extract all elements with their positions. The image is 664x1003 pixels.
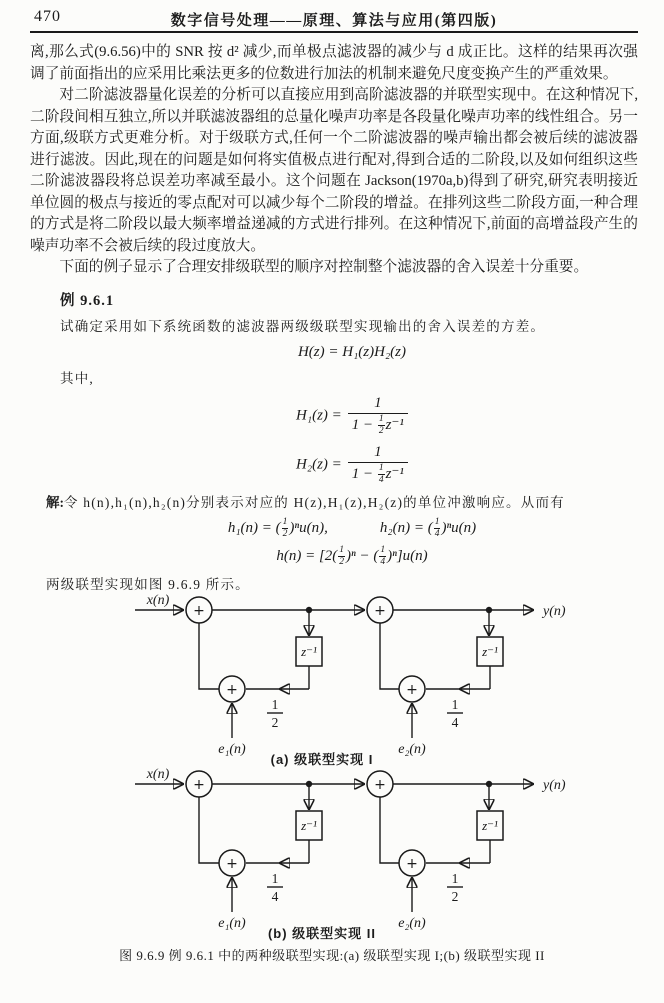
small-fraction-denominator: 4	[378, 475, 384, 485]
small-fraction-numerator: 1	[434, 516, 440, 527]
den-text: 1 −	[351, 465, 377, 482]
small-fraction-numerator: 1	[378, 413, 384, 424]
equation-h2z	[30, 444, 638, 486]
page-number: 470	[34, 8, 61, 25]
gain-numerator: 1	[271, 697, 279, 712]
gain-denominator: 2	[451, 889, 459, 904]
input-label: x(n)	[146, 767, 170, 782]
eq-text: )ⁿ − (	[346, 547, 379, 564]
page-content	[30, 42, 638, 594]
solution-label: 解:	[46, 494, 64, 510]
equation-h1z	[30, 395, 638, 437]
small-fraction-denominator: 4	[434, 529, 440, 539]
signal-node-dot	[486, 781, 492, 787]
gain-numerator: 1	[271, 871, 279, 886]
equation-impulse-responses	[30, 518, 638, 540]
equation-hz: H(z) = H₁(z)H₂(z)	[297, 343, 407, 360]
fraction	[348, 395, 408, 437]
den-text: z⁻¹	[385, 416, 404, 433]
den-text: 1 −	[351, 416, 377, 433]
feedback-line	[199, 797, 219, 863]
gain-numerator: 1	[451, 697, 459, 712]
small-fraction	[379, 546, 386, 568]
gain-denominator: 4	[271, 889, 279, 904]
small-fraction-denominator: 4	[380, 557, 386, 567]
delay-label: z⁻¹	[301, 818, 317, 833]
signal-node-dot	[306, 781, 312, 787]
paragraph: 对二阶滤波器量化误差的分析可以直接应用到高阶滤波器的并联型实现中。在这种情况下,二阶段间相互独立,所以并联滤波器组的总量化噪声功率是各段量化噪声功率的线性组合。另一方面,级联方式更难分析。对于级联方式,任何一个二阶滤波器的噪声输出都会被后续的滤波器进行滤波。因此,现在的问题是如何将实值极点进行配对,得到合适的二阶段,以及如何组织这些二阶滤波器段将总误差功率减至最小。这个问题在 Jackson(1970a,b)得到了研究,研究表明接近单位圆的极点与接近的零点配对可以减少每个二阶段的增益。在排列这些二阶段方面,一种合理的方式是将二阶段以最大频率增益递减的方式进行排列。在这种情况下,前面的高增益段产生的噪声功率不会被后续的段过度放大。	[30, 87, 638, 254]
cascade-diagram-b	[0, 766, 664, 944]
noise-source-label: e₂(n)	[398, 916, 426, 931]
noise-source-label: e₁(n)	[218, 742, 246, 757]
eq-text: )ⁿu(n),	[289, 519, 328, 536]
diagram-caption: (b) 级联型实现 II	[267, 926, 377, 941]
header-title: 数字信号处理——原理、算法与应用(第四版)	[170, 13, 498, 29]
equation-h1n	[227, 516, 328, 539]
plus-symbol: +	[226, 682, 238, 698]
solution-line	[46, 493, 638, 512]
signal-node-dot	[486, 607, 492, 613]
gain-denominator: 2	[271, 715, 279, 730]
cascade-diagram-a	[0, 592, 664, 770]
feedback-line	[380, 797, 399, 863]
small-fraction-numerator: 1	[378, 462, 384, 473]
delay-label: z⁻¹	[482, 644, 498, 659]
paragraph: 离,那么式(9.6.56)中的 SNR 按 d² 减少,而单极点滤波器的减少与 d 成正比。这样的结果再次强调了前面指出的应采用比乘法更多的位数进行加法的机制来避免尺度变换产生的严重效果。	[30, 44, 638, 82]
small-fraction-numerator: 1	[282, 516, 288, 527]
figure-reference-text: 两级联型实现如图 9.6.9 所示。	[46, 576, 250, 592]
diagram-caption: (a) 级联型实现 I	[270, 752, 374, 767]
small-fraction-numerator: 1	[380, 544, 386, 555]
plus-symbol: +	[406, 856, 418, 872]
fraction-numerator: 1	[374, 443, 382, 460]
small-fraction-denominator: 2	[339, 557, 345, 567]
equation-hn	[30, 546, 638, 568]
noise-source-label: e₂(n)	[398, 742, 426, 757]
plus-symbol: +	[374, 603, 386, 619]
delay-label: z⁻¹	[301, 644, 317, 659]
eq-text: h(n) = [2(	[276, 547, 338, 564]
page-header	[30, 7, 638, 33]
figure-caption: 图 9.6.9 例 9.6.1 中的两种级联型实现:(a) 级联型实现 I;(b) 级联型实现 II	[119, 948, 545, 963]
fraction	[348, 444, 408, 486]
fraction-numerator: 1	[374, 394, 382, 411]
output-label: y(n)	[543, 778, 566, 793]
fraction-denominator	[348, 413, 408, 437]
small-fraction	[434, 518, 441, 540]
plus-symbol: +	[374, 777, 386, 793]
feedback-line	[199, 623, 219, 689]
small-fraction-denominator: 2	[282, 529, 288, 539]
eq-text: )ⁿu(n)	[441, 519, 477, 536]
where-label: 其中,	[60, 370, 94, 386]
gain-denominator: 4	[451, 715, 459, 730]
delay-label: z⁻¹	[482, 818, 498, 833]
small-fraction-numerator: 1	[339, 544, 345, 555]
eq-text: )ⁿ]u(n)	[387, 547, 428, 564]
input-label: x(n)	[146, 593, 170, 608]
equation-lhs: H₁(z) =	[296, 406, 342, 423]
small-fraction	[338, 546, 345, 568]
plus-symbol: +	[226, 856, 238, 872]
eq-text: h₁(n) = (	[227, 519, 281, 536]
gain-numerator: 1	[451, 871, 459, 886]
example-heading: 例 9.6.1	[60, 292, 115, 309]
paragraph: 下面的例子显示了合理安排级联型的顺序对控制整个滤波器的舍入误差十分重要。	[59, 259, 589, 275]
solution-text: 令 h(n),h₁(n),h₂(n)分别表示对应的 H(z),H₁(z),H₂(z)的单位冲激响应。从而有	[64, 494, 565, 510]
small-fraction-denominator: 2	[378, 426, 384, 436]
noise-source-label: e₁(n)	[218, 916, 246, 931]
plus-symbol: +	[193, 777, 205, 793]
example-intro: 试确定采用如下系统函数的滤波器两级级联型实现输出的舍入误差的方差。	[60, 318, 546, 334]
equation-h2n	[379, 516, 477, 539]
small-fraction	[378, 415, 385, 437]
equation-lhs: H₂(z) =	[296, 455, 342, 472]
plus-symbol: +	[406, 682, 418, 698]
signal-node-dot	[306, 607, 312, 613]
feedback-line	[380, 623, 399, 689]
small-fraction	[378, 464, 385, 486]
eq-text: h₂(n) = (	[379, 519, 433, 536]
den-text: z⁻¹	[385, 465, 404, 482]
plus-symbol: +	[193, 603, 205, 619]
small-fraction	[282, 518, 289, 540]
fraction-denominator	[348, 462, 408, 486]
output-label: y(n)	[543, 604, 566, 619]
